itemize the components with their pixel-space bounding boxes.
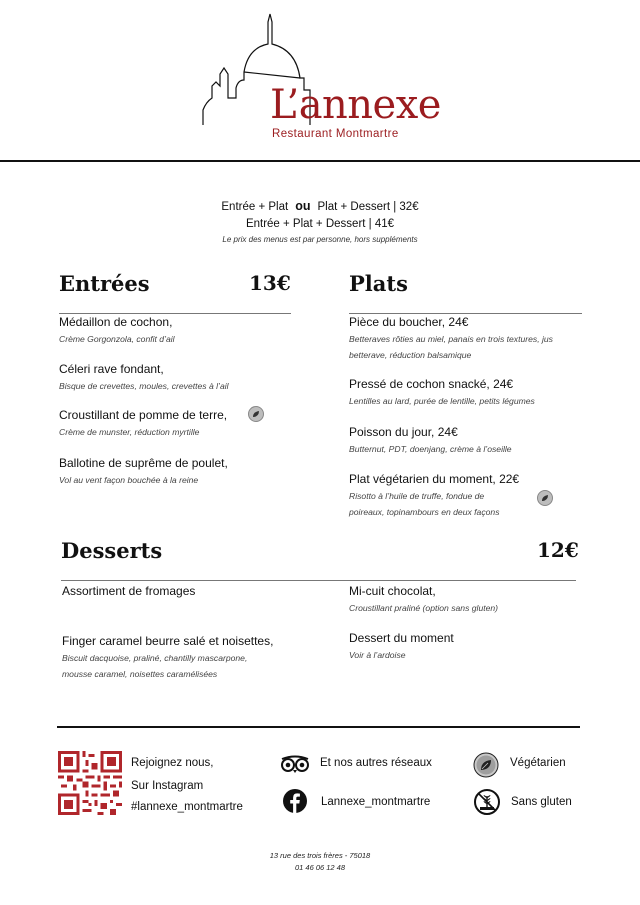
- dessert-name: Finger caramel beurre salé et noisettes,: [62, 634, 274, 648]
- facebook-icon[interactable]: [283, 789, 307, 813]
- section-price-desserts: 12€: [537, 538, 579, 562]
- plat-desc: Butternut, PDT, doenjang, crème à l’oseille: [349, 444, 512, 454]
- entree-desc: Vol au vent façon bouchée à la reine: [59, 475, 199, 485]
- section-title-entrees: Entrées: [59, 271, 150, 296]
- tripadvisor-icon[interactable]: [280, 755, 310, 773]
- entree-name: Croustillant de pomme de terre,: [59, 408, 228, 422]
- plat-desc: poireaux, topinambours en deux façons: [349, 507, 500, 517]
- qr-code-icon[interactable]: [58, 751, 122, 815]
- dessert-desc: Biscuit dacquoise, praliné, chantilly mascarpone,: [62, 653, 248, 663]
- dessert-name: Assortiment de fromages: [62, 584, 196, 598]
- entree-desc: Bisque de crevettes, moules, crevettes à l’ail: [59, 381, 229, 391]
- plat-desc: Risotto à l’huile de truffe, fondue de: [349, 491, 485, 501]
- formula-option-2: Plat + Dessert | 32€: [317, 201, 419, 213]
- address: 13 rue des trois frères - 75018: [269, 851, 371, 860]
- entree-name: Ballotine de suprême de poulet,: [59, 456, 228, 470]
- plat-desc: betterave, réduction balsamique: [349, 350, 472, 360]
- brand-name: L’annexe: [270, 82, 441, 128]
- entree-name: Médaillon de cochon,: [59, 315, 173, 329]
- plat-desc: Betteraves rôties au miel, panais en trois textures, jus: [349, 334, 553, 344]
- instagram-line: Sur Instagram: [131, 780, 204, 792]
- entree-desc: Crème de munster, réduction myrtille: [59, 427, 200, 437]
- section-rule-desserts: [61, 580, 576, 581]
- dessert-name: Mi-cuit chocolat,: [349, 584, 436, 598]
- formula-note: Le prix des menus est par personne, hors suppléments: [222, 235, 418, 244]
- section-title-plats: Plats: [349, 271, 408, 296]
- section-title-desserts: Desserts: [61, 538, 163, 563]
- header-divider: [0, 160, 640, 162]
- dessert-desc: Croustillant praliné (option sans gluten): [349, 603, 499, 613]
- plat-name: Plat végétarien du moment, 22€: [349, 472, 520, 486]
- section-rule-plats: [349, 313, 582, 314]
- vegetarian-badge-icon: [537, 490, 553, 506]
- entree-desc: Crème Gorgonzola, confit d’ail: [59, 334, 175, 344]
- formula-line-1: [0, 199, 640, 213]
- dessert-name: Dessert du moment: [349, 631, 454, 645]
- other-networks-label: Et nos autres réseaux: [320, 757, 432, 769]
- dessert-desc: mousse caramel, noisettes caramélisées: [62, 669, 218, 679]
- footer-divider: [57, 726, 580, 728]
- legend-vegetarian: Végétarien: [510, 757, 566, 769]
- phone[interactable]: 01 46 06 12 48: [294, 863, 346, 872]
- dessert-desc: Voir à l’ardoise: [349, 650, 406, 660]
- formula-ou: ou: [295, 199, 311, 213]
- leaf-badge-icon: [473, 752, 499, 778]
- plat-desc: Lentilles au lard, purée de lentille, petits légumes: [349, 396, 535, 406]
- legend-gluten-free: Sans gluten: [511, 796, 572, 808]
- section-price-entrees: 13€: [249, 271, 291, 295]
- instagram-handle[interactable]: #lannexe_montmartre: [131, 801, 243, 813]
- vegetarian-badge-icon: [248, 406, 264, 422]
- plat-name: Poisson du jour, 24€: [349, 425, 458, 439]
- entree-name: Céleri rave fondant,: [59, 362, 164, 376]
- facebook-handle[interactable]: Lannexe_montmartre: [321, 796, 431, 808]
- plat-name: Pièce du boucher, 24€: [349, 315, 469, 329]
- wheat-crossed-badge-icon: [474, 789, 500, 815]
- brand-subtitle: Restaurant Montmartre: [272, 128, 399, 140]
- section-rule-entrees: [59, 313, 291, 314]
- instagram-line: Rejoignez nous,: [131, 757, 214, 769]
- plat-name: Pressé de cochon snacké, 24€: [349, 377, 514, 391]
- formula-option-1: Entrée + Plat: [221, 201, 289, 213]
- formula-line-2: Entrée + Plat + Dessert | 41€: [245, 218, 395, 230]
